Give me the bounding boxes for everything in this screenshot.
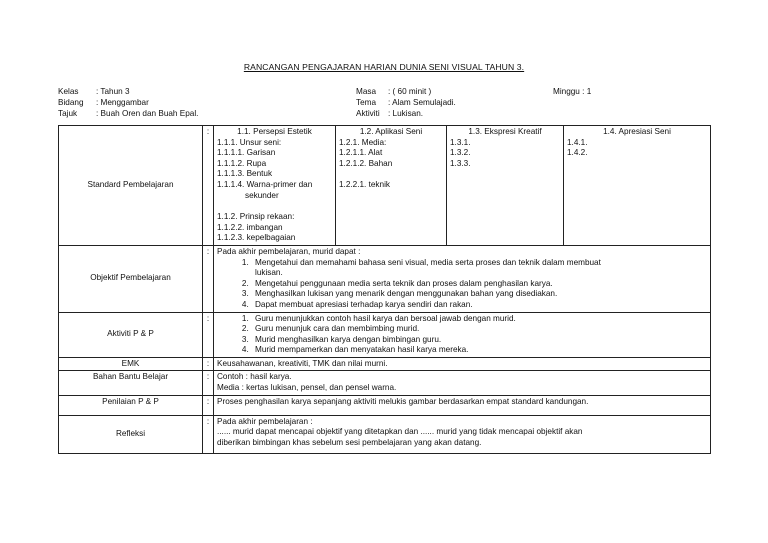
meta-kelas — [58, 87, 130, 96]
aktiviti-content — [214, 312, 711, 357]
meta-minggu-value: : 1 — [582, 87, 592, 96]
standard-col4-line: 1.4.2. — [567, 148, 588, 158]
standard-col2-header: 1.2. Aplikasi Seni — [359, 127, 423, 136]
standard-col4-line: 1.4.1. — [567, 137, 588, 147]
standard-col1-line: 1.1.2.3. kepelbagaian — [217, 233, 296, 243]
colon: : — [203, 371, 214, 395]
meta-aktiviti-label: Aktiviti — [356, 109, 380, 118]
refleksi-content — [214, 415, 711, 453]
objektif-item-text: Mengetahui dan memahami bahasa seni visual, media serta proses dan teknik dalam membuat — [255, 257, 601, 267]
spacer — [217, 201, 332, 212]
bahan-line: Contoh : hasil karya. — [217, 372, 292, 382]
standard-col3-line: 1.3.2. — [450, 148, 471, 158]
standard-col3-header: 1.3. Ekspresi Kreatif — [468, 127, 542, 136]
list-item: 3. Murid menghasilkan karya dengan bimbingan guru. — [251, 335, 707, 346]
page-title: RANCANGAN PENGAJARAN HARIAN DUNIA SENI VISUAL TAHUN 3. — [243, 62, 525, 72]
penilaian-value: Proses penghasilan karya sepanjang aktiviti melukis gambar berdasarkan empat standard kandungan. — [214, 395, 711, 415]
objektif-content — [214, 245, 711, 312]
colon: : — [203, 312, 214, 357]
emk-value: Keusahawanan, kreativiti, TMK dan nilai murni. — [214, 357, 711, 371]
meta-aktiviti-value: : Lukisan. — [388, 109, 424, 118]
objektif-item-continued: lukisan. — [255, 268, 283, 278]
list-item: 4. Dapat membuat apresiasi terhadap karya sendiri dan rakan. — [251, 300, 707, 311]
standard-col2-line: 1.2.1.2. Bahan — [339, 158, 393, 168]
row-aktiviti — [59, 312, 711, 357]
penilaian-label: Penilaian P & P — [59, 395, 203, 415]
standard-col1-line: 1.1.1.1. Garisan — [217, 148, 276, 158]
meta-bidang-value: : Menggambar — [96, 98, 149, 107]
standard-col4-header: 1.4. Apresiasi Seni — [603, 127, 671, 136]
list-item: 1. Guru menunjukkan contoh hasil karya dan bersoal jawab dengan murid. — [251, 314, 707, 325]
meta-tajuk-label: Tajuk — [58, 109, 78, 118]
bahan-content — [214, 371, 711, 395]
refleksi-label: Refleksi — [59, 415, 203, 453]
meta-masa — [356, 87, 431, 96]
refleksi-line: Pada akhir pembelajaran : — [217, 416, 313, 426]
lesson-plan-table — [58, 125, 711, 454]
row-bahan — [59, 371, 711, 395]
standard-col2-line: 1.2.1. Media: — [339, 137, 387, 147]
list-item: 2. Mengetahui penggunaan media serta teknik dan proses dalam penghasilan karya. — [251, 279, 707, 290]
row-objektif — [59, 245, 711, 312]
standard-col1-header: 1.1. Persepsi Estetik — [237, 127, 312, 136]
list-item: 4. Murid mempamerkan dan menyatakan hasil karya mereka. — [251, 345, 707, 356]
standard-col1-line: 1.1.1.2. Rupa — [217, 158, 267, 168]
objektif-intro: Pada akhir pembelajaran, murid dapat : — [217, 246, 361, 256]
standard-col1-line: 1.1.1. Unsur seni: — [217, 137, 282, 147]
objektif-list — [217, 258, 707, 311]
standard-col2-line: 1.2.2.1. teknik — [339, 180, 390, 190]
standard-col-ekspresi — [447, 126, 564, 246]
colon: : — [203, 126, 214, 246]
aktiviti-list — [217, 314, 707, 356]
colon: : — [203, 357, 214, 371]
standard-col1-line: 1.1.2.2. imbangan — [217, 222, 283, 232]
meta-bidang — [58, 98, 149, 107]
standard-col1-line: sekunder — [245, 190, 279, 200]
aktiviti-label: Aktiviti P & P — [59, 312, 203, 357]
meta-tema-label: Tema — [356, 98, 377, 107]
objektif-label: Objektif Pembelajaran — [59, 245, 203, 312]
meta-tema-value: : Alam Semulajadi. — [388, 98, 456, 107]
standard-col1-line: 1.1.2. Prinsip rekaan: — [217, 212, 295, 222]
standard-col3-line: 1.3.1. — [450, 137, 471, 147]
standard-col-persepsi — [214, 126, 336, 246]
standard-col1-line: 1.1.1.3. Bentuk — [217, 169, 273, 179]
meta-kelas-label: Kelas — [58, 87, 79, 96]
row-standard — [59, 126, 711, 246]
meta-kelas-value: : Tahun 3 — [96, 87, 130, 96]
meta-aktiviti — [356, 109, 423, 118]
meta-masa-value: : ( 60 minit ) — [388, 87, 432, 96]
bahan-line: Media : kertas lukisan, pensel, dan pensel warna. — [217, 383, 397, 393]
standard-col-apresiasi — [564, 126, 711, 246]
row-penilaian — [59, 395, 711, 415]
meta-masa-label: Masa — [356, 87, 377, 96]
refleksi-line: ...... murid dapat mencapai objektif yang ditetapkan dan ...... murid yang tidak mencapai objektif akan — [217, 427, 583, 437]
meta-tajuk-value: : Buah Oren dan Buah Epal. — [96, 109, 199, 118]
colon: : — [203, 245, 214, 312]
meta-minggu-label: Minggu — [553, 87, 580, 96]
colon: : — [203, 395, 214, 415]
colon: : — [203, 415, 214, 453]
row-emk — [59, 357, 711, 371]
meta-bidang-label: Bidang — [58, 98, 84, 107]
standard-col3-line: 1.3.3. — [450, 158, 471, 168]
standard-col-aplikasi — [336, 126, 447, 246]
standard-col1-line: 1.1.1.4. Warna-primer dan — [217, 179, 313, 189]
row-refleksi — [59, 415, 711, 453]
emk-label: EMK — [59, 357, 203, 371]
spacer — [339, 169, 443, 180]
refleksi-line: diberikan bimbingan khas sebelum sesi pembelajaran yang akan datang. — [217, 437, 482, 447]
meta-tema — [356, 98, 456, 107]
meta-minggu — [553, 87, 591, 96]
list-item — [251, 258, 707, 279]
list-item: 2. Guru menunjuk cara dan membimbing murid. — [251, 324, 707, 335]
standard-col2-line: 1.2.1.1. Alat — [339, 148, 383, 158]
meta-tajuk — [58, 109, 198, 118]
list-item: 3. Menghasilkan lukisan yang menarik dengan menggunakan bahan yang disediakan. — [251, 289, 707, 300]
standard-label: Standard Pembelajaran — [59, 126, 203, 246]
bahan-label: Bahan Bantu Belajar — [59, 371, 203, 395]
